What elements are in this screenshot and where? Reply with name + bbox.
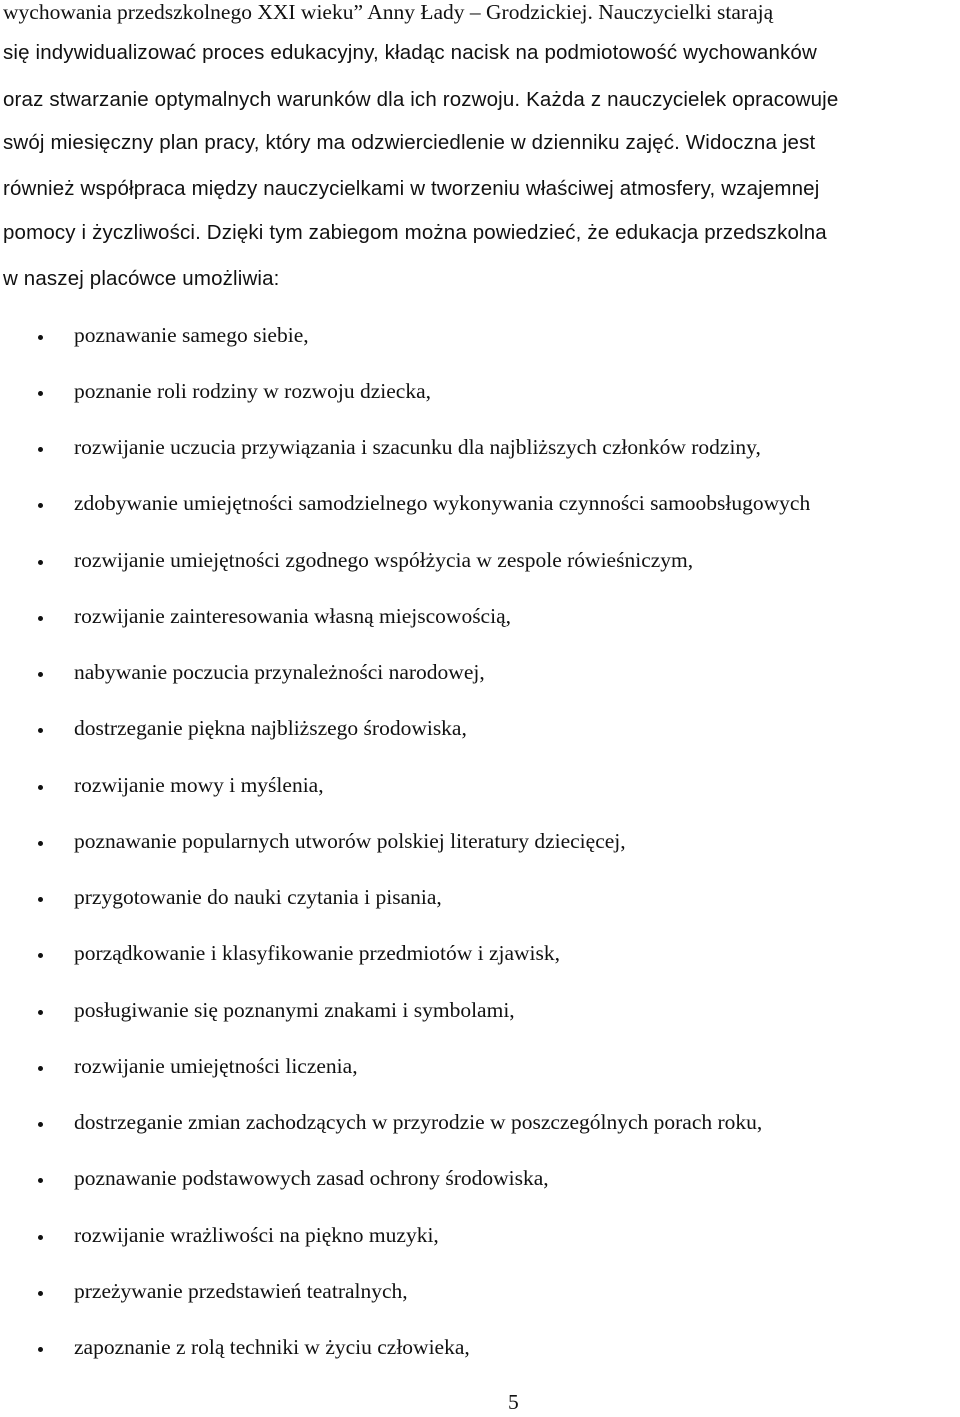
bullet-icon [38, 1066, 43, 1071]
bullet-icon [38, 1010, 43, 1015]
bullet-icon [38, 447, 43, 452]
bullet-icon [38, 953, 43, 958]
paragraph-line: się indywidualizować proces edukacyjny, kładąc nacisk na podmiotowość wychowanków [3, 41, 817, 64]
bullet-icon [38, 841, 43, 846]
page-number: 5 [508, 1390, 519, 1414]
bullet-icon [38, 391, 43, 396]
paragraph-line: pomocy i życzliwości. Dzięki tym zabiegom można powiedzieć, że edukacja przedszkolna [3, 221, 827, 244]
bullet-icon [38, 335, 43, 340]
bullet-icon [38, 1291, 43, 1296]
bullet-icon [38, 897, 43, 902]
bullet-icon [38, 672, 43, 677]
bullet-icon [38, 1178, 43, 1183]
paragraph-line: wychowania przedszkolnego XXI wieku” Anny Łady – Grodzickiej. Nauczycielki starają [3, 0, 774, 24]
bullet-icon [38, 616, 43, 621]
paragraph-line: oraz stwarzanie optymalnych warunków dla ich rozwoju. Każda z nauczycielek opracowuje [3, 88, 839, 111]
bullet-icon [38, 728, 43, 733]
bullet-icon [38, 785, 43, 790]
paragraph-line: swój miesięczny plan pracy, który ma odzwierciedlenie w dzienniku zajęć. Widoczna jest [3, 131, 816, 154]
bullet-icon [38, 560, 43, 565]
paragraph-line: również współpraca między nauczycielkami w tworzeniu właściwej atmosfery, wzajemnej [3, 177, 820, 200]
paragraph-line: w naszej placówce umożliwia: [3, 267, 280, 290]
bullet-icon [38, 1347, 43, 1352]
bullet-icon [38, 1235, 43, 1240]
bullet-icon [38, 503, 43, 508]
bullet-icon [38, 1122, 43, 1127]
